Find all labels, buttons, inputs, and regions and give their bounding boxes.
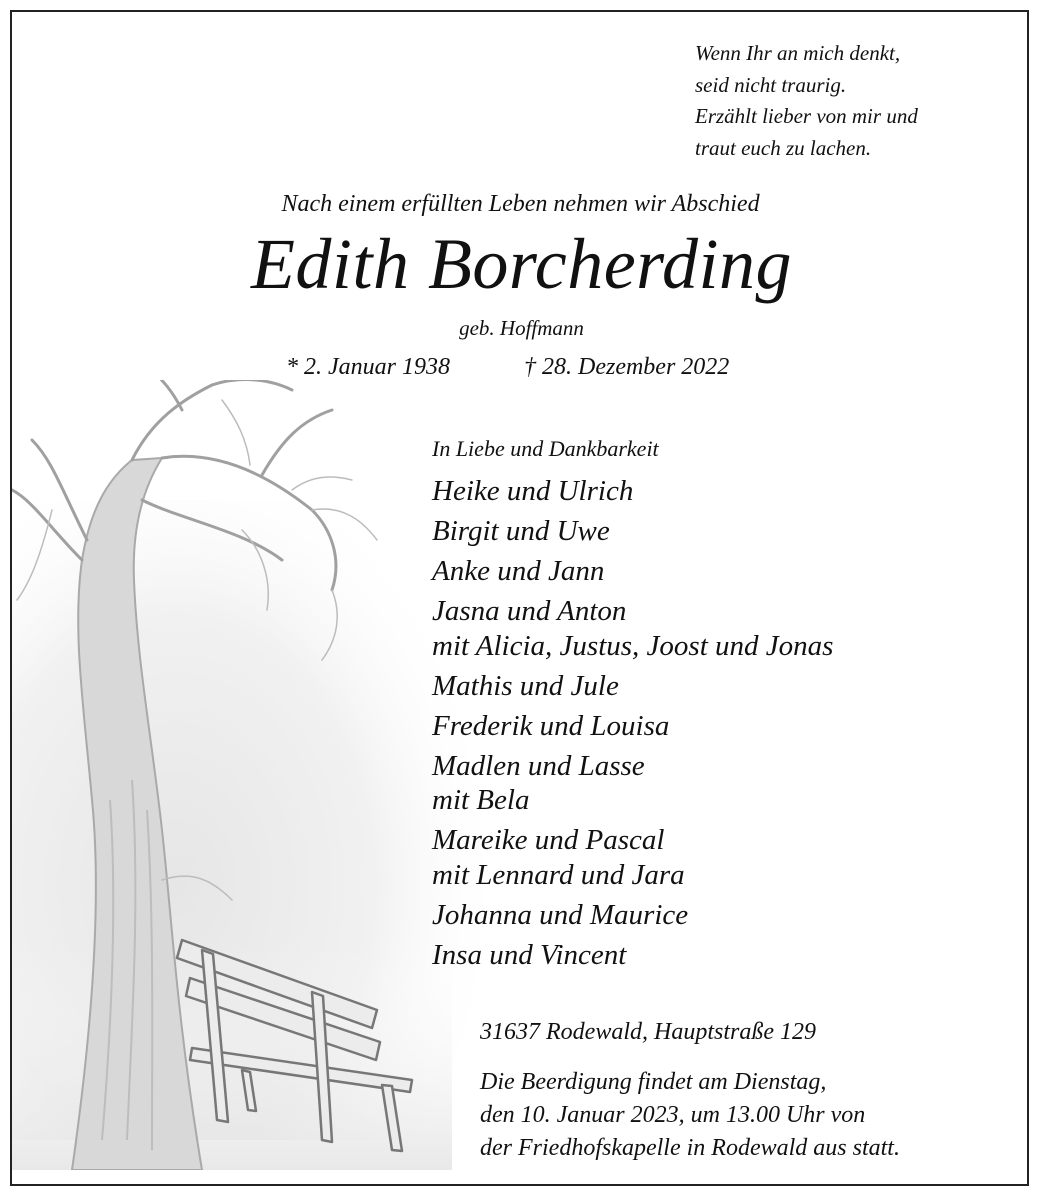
deceased-name: Edith Borcherding	[250, 224, 793, 304]
death-date: † 28. Dezember 2022	[524, 354, 730, 380]
poem-line: Wenn Ihr an mich denkt,	[695, 41, 901, 65]
funeral-notice	[480, 1066, 900, 1165]
mourner-line: Madlen und Lasse	[432, 749, 645, 782]
poem-line: traut euch zu lachen.	[695, 135, 872, 160]
mourner-line: Johanna und Maurice	[432, 898, 689, 931]
poem-line: Erzählt lieber von mir und	[695, 104, 918, 128]
mourner-line: Anke und Jann	[432, 555, 605, 587]
mourner-group	[432, 898, 833, 933]
mourner-group	[432, 823, 833, 892]
mourner-line: Jasna und Anton	[432, 595, 627, 627]
funeral-line: den 10. Januar 2023, um 13.00 Uhr von	[480, 1102, 866, 1128]
mourner-group	[432, 669, 833, 704]
mourner-line: mit Bela	[432, 784, 530, 816]
mourners-list	[432, 474, 833, 978]
mourner-line: mit Lennard und Jara	[432, 858, 685, 891]
mourner-group	[432, 938, 833, 973]
mourner-line: Frederik und Louisa	[432, 709, 670, 742]
mourner-line: Insa und Vincent	[432, 938, 627, 971]
family-address: 31637 Rodewald, Hauptstraße 129	[480, 1019, 816, 1045]
mourner-line: Birgit und Uwe	[432, 515, 610, 547]
birth-date: * 2. Januar 1938	[286, 354, 450, 380]
tree-and-bench-illustration	[12, 380, 482, 1170]
mourner-group	[432, 514, 833, 549]
mourner-line: Heike und Ulrich	[432, 475, 634, 507]
mourner-group	[432, 474, 833, 509]
funeral-line: Die Beerdigung findet am Dienstag,	[480, 1069, 827, 1095]
mourner-line: mit Alicia, Justus, Joost und Jonas	[432, 629, 834, 662]
mourner-group	[432, 749, 833, 818]
thanks-line: In Liebe und Dankbarkeit	[432, 436, 659, 461]
intro-line: Nach einem erfüllten Leben nehmen wir Abschied	[281, 191, 760, 217]
intro-text	[0, 191, 1043, 218]
mourner-group	[432, 709, 833, 744]
mourner-line: Mareike und Pascal	[432, 824, 665, 856]
mourner-group	[432, 594, 833, 663]
memorial-poem	[695, 38, 918, 164]
poem-line: seid nicht traurig.	[695, 72, 847, 97]
funeral-line: der Friedhofskapelle in Rodewald aus statt.	[480, 1135, 900, 1161]
mourner-line: Mathis und Jule	[432, 669, 619, 702]
maiden-name: geb. Hoffmann	[459, 316, 584, 340]
mourner-group	[432, 554, 833, 589]
